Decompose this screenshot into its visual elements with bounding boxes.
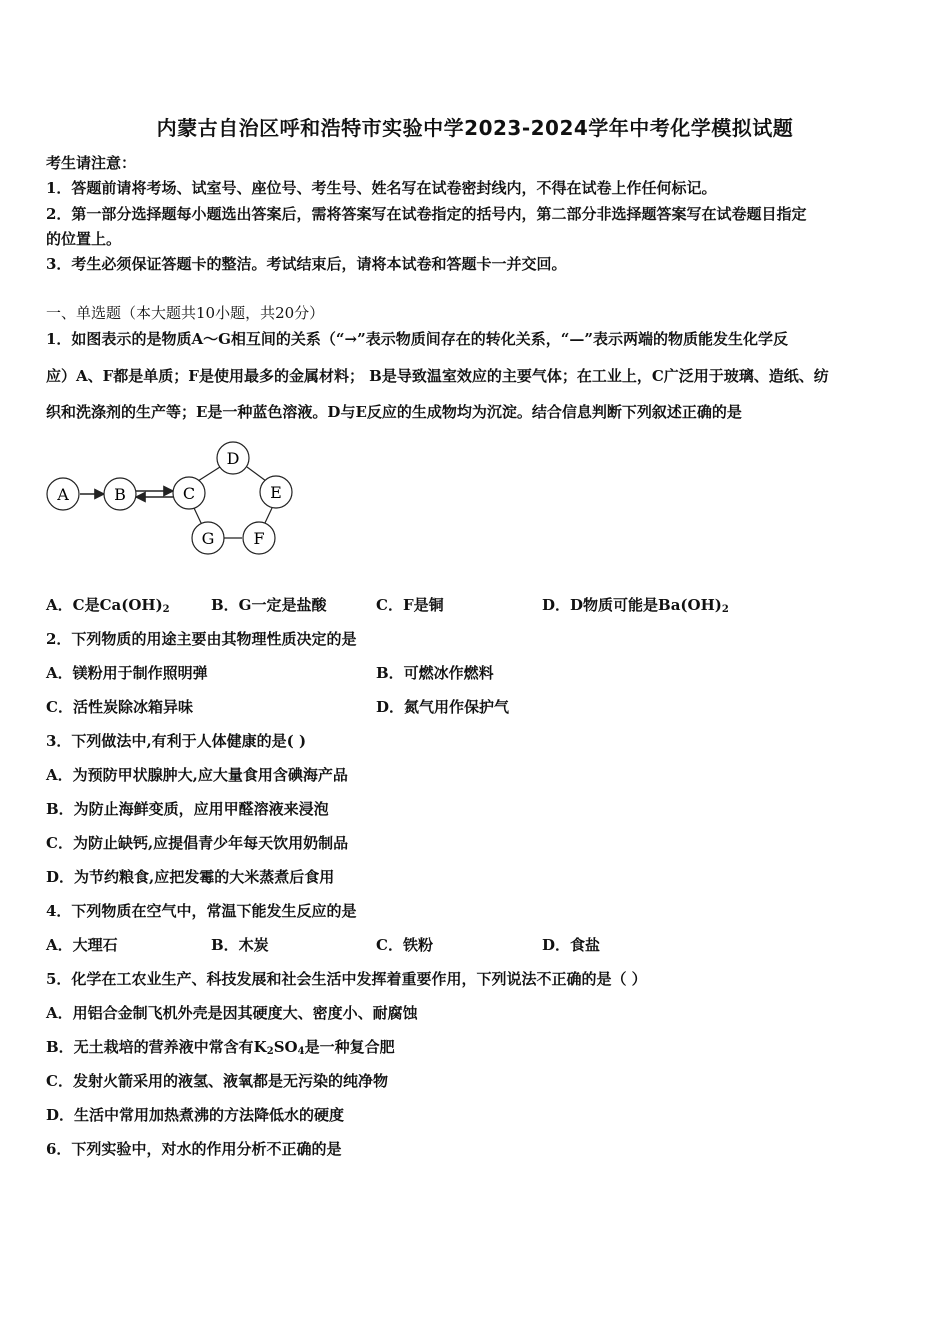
q6-stem: 6．下列实验中，对水的作用分析不正确的是 xyxy=(46,1140,342,1158)
q3-option-c: C．为防止缺钙,应提倡青少年每天饮用奶制品 xyxy=(46,834,349,852)
node-g xyxy=(192,522,224,554)
q2-stem: 2．下列物质的用途主要由其物理性质决定的是 xyxy=(46,630,357,648)
node-d xyxy=(217,442,249,474)
q1-stem-line-3: 织和洗涤剂的生产等；E是一种蓝色溶液。D与E反应的生成物均为沉淀。结合信息判断下列叙述正确的是 xyxy=(46,403,742,421)
notice-item-1: 1．答题前请将考场、试室号、座位号、考生号、姓名写在试卷密封线内，不得在试卷上作任何标记。 xyxy=(46,179,717,197)
section-heading: 一、单选题（本大题共10小题，共20分） xyxy=(46,304,325,322)
q2-option-d: D．氮气用作保护气 xyxy=(376,698,510,716)
q5-option-c: C．发射火箭采用的液氢、液氧都是无污染的纯净物 xyxy=(46,1072,388,1090)
node-b xyxy=(104,478,136,510)
q5-option-b: B．无土栽培的营养液中常含有$K_2SO_4$是一种复合肥 xyxy=(46,1038,395,1057)
q1-stem-line-1: 1．如图表示的是物质A～G相互间的关系（“→”表示物质间存在的转化关系，“—”表示两端的物质能发生化学反 xyxy=(46,330,788,348)
q4-option-b: B．木炭 xyxy=(211,936,269,954)
q2-option-b: B．可燃冰作燃料 xyxy=(376,664,494,682)
exam-title: 内蒙古自治区呼和浩特市实验中学2023-2024学年中考化学模拟试题 xyxy=(156,116,794,140)
notice-item-2-cont: 的位置上。 xyxy=(46,230,122,248)
edge-d-e xyxy=(247,467,266,481)
q5-stem: 5．化学在工农业生产、科技发展和社会生活中发挥着重要作用，下列说法不正确的是（ ） xyxy=(46,970,647,988)
node-c xyxy=(173,477,205,509)
q1-option-b: B．G一定是盐酸 xyxy=(211,596,327,614)
node-f xyxy=(243,522,275,554)
q3-option-d: D．为节约粮食,应把发霉的大米蒸煮后食用 xyxy=(46,868,335,886)
notice-item-2: 2．第一部分选择题每小题选出答案后，需将答案写在试卷指定的括号内，第二部分非选择题答案写在试卷题目指定 xyxy=(46,205,807,223)
q1-option-c: C．F是铜 xyxy=(376,596,444,614)
q4-stem: 4．下列物质在空气中，常温下能发生反应的是 xyxy=(46,902,357,920)
q4-option-a: A．大理石 xyxy=(46,936,118,954)
q2-option-c: C．活性炭除冰箱异味 xyxy=(46,698,193,716)
svg-text:G: G xyxy=(201,529,215,548)
node-a xyxy=(47,478,79,510)
svg-text:D: D xyxy=(226,449,240,468)
q1-stem-line-2: 应）A、F都是单质；F是使用最多的金属材料； B是导致温室效应的主要气体；在工业上，C广泛用于玻璃、造纸、纺 xyxy=(46,367,829,385)
edge-e-f xyxy=(264,508,272,525)
q3-stem: 3．下列做法中,有利于人体健康的是( ) xyxy=(46,732,307,750)
edge-g-c xyxy=(194,508,202,525)
notice-item-3: 3．考生必须保证答题卡的整洁。考试结束后，请将本试卷和答题卡一并交回。 xyxy=(46,255,567,273)
q4-option-d: D．食盐 xyxy=(542,936,601,954)
q3-option-a: A．为预防甲状腺肿大,应大量食用含碘海产品 xyxy=(46,766,348,784)
q1-option-a: A．C是$Ca(OH)_2$ xyxy=(46,596,170,615)
svg-text:B: B xyxy=(114,485,126,504)
q2-option-a: A．镁粉用于制作照明弹 xyxy=(46,664,208,682)
q5-option-d: D．生活中常用加热煮沸的方法降低水的硬度 xyxy=(46,1106,345,1124)
q5-option-a: A．用铝合金制飞机外壳是因其硬度大、密度小、耐腐蚀 xyxy=(46,1004,418,1022)
svg-text:E: E xyxy=(270,483,282,502)
q1-relation-diagram xyxy=(40,436,310,560)
notice-heading: 考生请注意： xyxy=(46,154,137,172)
q1-option-d: D．D物质可能是$Ba(OH)_2$ xyxy=(542,596,729,615)
edge-c-d xyxy=(198,467,220,481)
q4-option-c: C．铁粉 xyxy=(376,936,433,954)
svg-text:F: F xyxy=(253,529,265,548)
node-e xyxy=(260,476,292,508)
svg-text:C: C xyxy=(182,484,196,503)
q3-option-b: B．为防止海鲜变质，应用甲醛溶液来浸泡 xyxy=(46,800,329,818)
svg-text:A: A xyxy=(57,485,69,504)
